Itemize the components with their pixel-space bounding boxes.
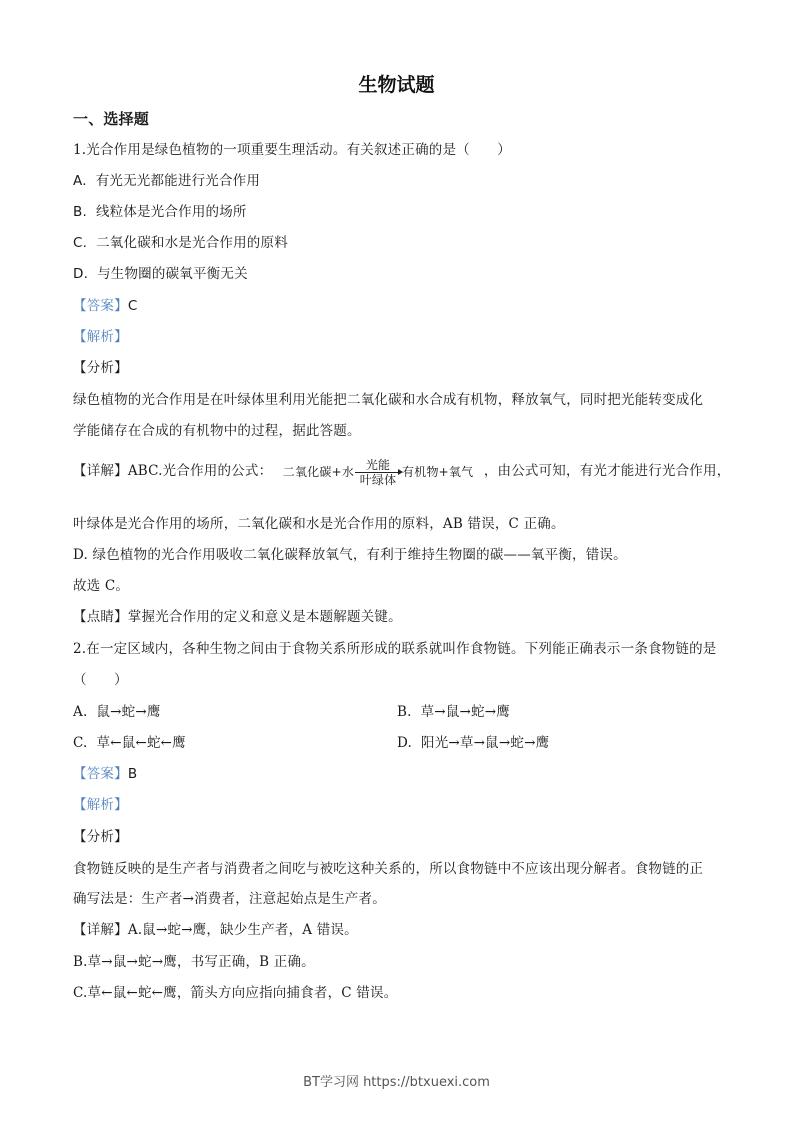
detail-tag: 【详解】 xyxy=(73,463,128,479)
option-label: D. xyxy=(73,266,89,282)
option-text: 二氧化碳和水是光合作用的原料 xyxy=(96,235,288,251)
q2-answer xyxy=(73,765,137,783)
answer-value: C xyxy=(127,298,138,314)
q2-fenxi-tag: 【分析】 xyxy=(73,829,128,845)
q2-fenxi-line-2: 确写法是：生产者→消费者，注意起始点是生产者。 xyxy=(73,891,386,907)
q1-fenxi-line-2: 学能储存在合成的有机物中的过程，据此答题。 xyxy=(73,423,361,439)
q1-fenxi-tag: 【分析】 xyxy=(73,360,128,376)
q2-option-c xyxy=(73,734,186,752)
option-text: 与生物圈的碳氧平衡无关 xyxy=(97,266,248,282)
q1-detail-line-3: 故选 C。 xyxy=(73,578,130,594)
q2-stem-line-2: （ ） xyxy=(73,672,128,688)
photosynthesis-formula xyxy=(283,454,474,490)
formula-products: 有机物+氧气 xyxy=(402,464,474,479)
q2-analysis-tag: 【解析】 xyxy=(73,797,128,813)
detail-text: A.鼠→蛇→鹰，缺少生产者，A 错误。 xyxy=(127,922,358,938)
formula-site-chloroplast: 叶绿体 xyxy=(359,472,397,487)
q1-answer xyxy=(73,297,137,315)
q2-option-a xyxy=(73,703,161,721)
q1-stem: 1.光合作用是绿色植物的一项重要生理活动。有关叙述正确的是（ ） xyxy=(73,142,511,158)
q1-analysis-tag: 【解析】 xyxy=(73,329,128,345)
dianjing-text: 掌握光合作用的定义和意义是本题解题关键。 xyxy=(127,609,402,625)
q1-dianjing xyxy=(73,608,402,626)
q1-detail-line-2: D. 绿色植物的光合作用吸收二氧化碳释放氧气，有利于维持生物圈的碳——氧平衡，错误。 xyxy=(73,547,627,563)
q1-detail-formula-line xyxy=(73,453,730,490)
q2-detail-line-2: B.草→鼠→蛇→鹰，书写正确，B 正确。 xyxy=(73,954,315,970)
option-text: 阳光→草→鼠→蛇→鹰 xyxy=(421,735,550,751)
option-text: 有光无光都能进行光合作用 xyxy=(95,173,261,189)
section-heading: 一、选择题 xyxy=(73,110,150,128)
option-text: 草←鼠←蛇←鹰 xyxy=(96,735,186,751)
q2-option-d xyxy=(397,734,549,752)
option-label: C. xyxy=(73,235,88,251)
q2-fenxi-line-1: 食物链反映的是生产者与消费者之间吃与被吃这种关系的，所以食物链中不应该出现分解者。食物链的正 xyxy=(73,861,704,877)
formula-arrow xyxy=(355,458,401,487)
option-label: C. xyxy=(73,735,88,751)
option-label: B. xyxy=(397,704,412,720)
option-label: A. xyxy=(73,704,88,720)
page-title: 生物试题 xyxy=(358,74,435,96)
q1-fenxi-line-1: 绿色植物的光合作用是在叶绿体里利用光能把二氧化碳和水合成有机物，释放氧气，同时把光能转变成化 xyxy=(73,392,704,408)
detail-tag: 【详解】 xyxy=(73,922,128,938)
answer-value: B xyxy=(127,766,138,782)
footer-watermark: BT学习网 https://btxuexi.com xyxy=(303,1075,490,1090)
detail-prefix: ABC.光合作用的公式： xyxy=(127,463,273,479)
option-label: B. xyxy=(73,204,87,220)
formula-condition-light: 光能 xyxy=(365,457,391,472)
option-text: 鼠→蛇→鹰 xyxy=(96,704,161,720)
option-label: A. xyxy=(73,173,87,189)
q2-detail-line-1 xyxy=(73,921,358,939)
q2-option-b xyxy=(397,703,510,721)
q1-option-a xyxy=(73,172,260,190)
option-label: D. xyxy=(397,735,413,751)
option-text: 线粒体是光合作用的场所 xyxy=(95,204,247,220)
answer-tag: 【答案】 xyxy=(73,766,128,782)
arrow-right-icon xyxy=(355,472,401,473)
dianjing-tag: 【点睛】 xyxy=(73,609,128,625)
answer-tag: 【答案】 xyxy=(73,298,128,314)
q2-detail-line-3: C.草←鼠←蛇←鹰，箭头方向应指向捕食者，C 错误。 xyxy=(73,985,398,1001)
q1-detail-line-1: 叶绿体是光合作用的场所，二氧化碳和水是光合作用的原料，AB 错误，C 正确。 xyxy=(73,516,565,532)
q1-option-b xyxy=(73,203,247,221)
formula-reactants: 二氧化碳+水 xyxy=(282,464,355,479)
detail-suffix: ，由公式可知，有光才能进行光合作用， xyxy=(483,463,731,479)
q1-option-d xyxy=(73,265,248,283)
q1-option-c xyxy=(73,234,288,252)
option-text: 草→鼠→蛇→鹰 xyxy=(420,704,510,720)
q2-stem-line-1: 2.在一定区域内，各种生物之间由于食物关系所形成的联系就叫作食物链。下列能正确表示一条食物链的是 xyxy=(73,641,717,657)
